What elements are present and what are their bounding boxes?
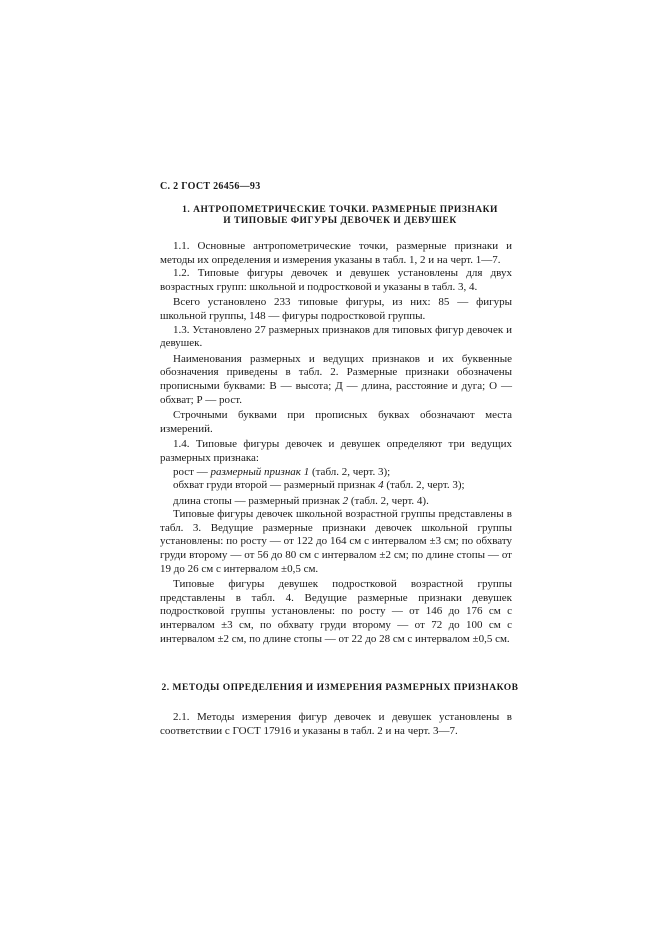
list-item-foot: длина стопы — размерный признак 2 (табл. 2, черт. 4). bbox=[173, 494, 429, 507]
paragraph-1-3b: Наименования размерных и ведущих признаков и их буквенные обозначения приведены в табл. 2. Размерные признаки обозначены прописными буквами: В — высота; Д — длина, расстояние и дуга; О — обхват; Р — рост. bbox=[160, 352, 512, 406]
section-1-title-line2: И ТИПОВЫЕ ФИГУРЫ ДЕВОЧЕК И ДЕВУШЕК bbox=[223, 216, 457, 226]
paragraph-1-2: 1.2. Типовые фигуры девочек и девушек установлены для двух возрастных групп: школьной и подростковой и указаны в табл. 3, 4. bbox=[160, 267, 512, 293]
section-1-title-line1: 1. АНТРОПОМЕТРИЧЕСКИЕ ТОЧКИ. РАЗМЕРНЫЕ ПРИЗНАКИ bbox=[182, 205, 498, 215]
section-1-body bbox=[160, 240, 512, 646]
paragraph-1-4b: Типовые фигуры девочек школьной возрастной группы представлены в табл. 3. Ведущие размерные признаки девочек школьной группы установлены: по росту — от 122 до 164 см с интервалом ±3 см; по обхвату груди второму — от 56 до 80 см с интервалом ±2 см; по длине стопы — от 19 до 26 см с интервалом ±0,5 см. bbox=[160, 508, 512, 575]
paragraph-2-1: 2.1. Методы измерения фигур девочек и девушек установлены в соответствии с ГОСТ 17916 и указаны в табл. 2 и на черт. 3—7. bbox=[160, 711, 512, 737]
paragraph-1-3c: Строчными буквами при прописных буквах обозначают места измерений. bbox=[160, 409, 512, 435]
section-2-body bbox=[160, 711, 512, 738]
paragraph-1-3: 1.3. Установлено 27 размерных признаков для типовых фигур девочек и девушек. bbox=[160, 323, 512, 350]
section-1-title bbox=[160, 205, 520, 227]
section-2-title: 2. МЕТОДЫ ОПРЕДЕЛЕНИЯ И ИЗМЕРЕНИЯ РАЗМЕРНЫХ ПРИЗНАКОВ bbox=[161, 683, 519, 693]
paragraph-1-4: 1.4. Типовые фигуры девочек и девушек определяют три ведущих размерных признака: bbox=[160, 438, 512, 464]
paragraph-1-1: 1.1. Основные антропометрические точки, размерные признаки и методы их определения и измерения указаны в табл. 1, 2 и на черт. 1—7. bbox=[160, 240, 512, 266]
paragraph-1-2b: Всего установлено 233 типовые фигуры, из них: 85 — фигуры школьной группы, 148 — фигуры подростковой группы. bbox=[160, 296, 512, 322]
running-head: С. 2 ГОСТ 26456—93 bbox=[160, 181, 261, 192]
list-item-chest: обхват груди второй — размерный признак 4 (табл. 2, черт. 3); bbox=[173, 479, 465, 492]
paragraph-1-4c: Типовые фигуры девушек подростковой возрастной группы представлены в табл. 4. Ведущие размерные признаки девушек подростковой группы установлены: по росту — от 146 до 176 см с интервалом ±3 см, по обхвату груди второму — от 72 до 100 см с интервалом ±2 см, по длине стопы — от 22 до 28 см с интервалом ±0,5 см. bbox=[160, 578, 512, 645]
list-item-height: рост — размерный признак 1 (табл. 2, черт. 3); bbox=[173, 465, 391, 478]
